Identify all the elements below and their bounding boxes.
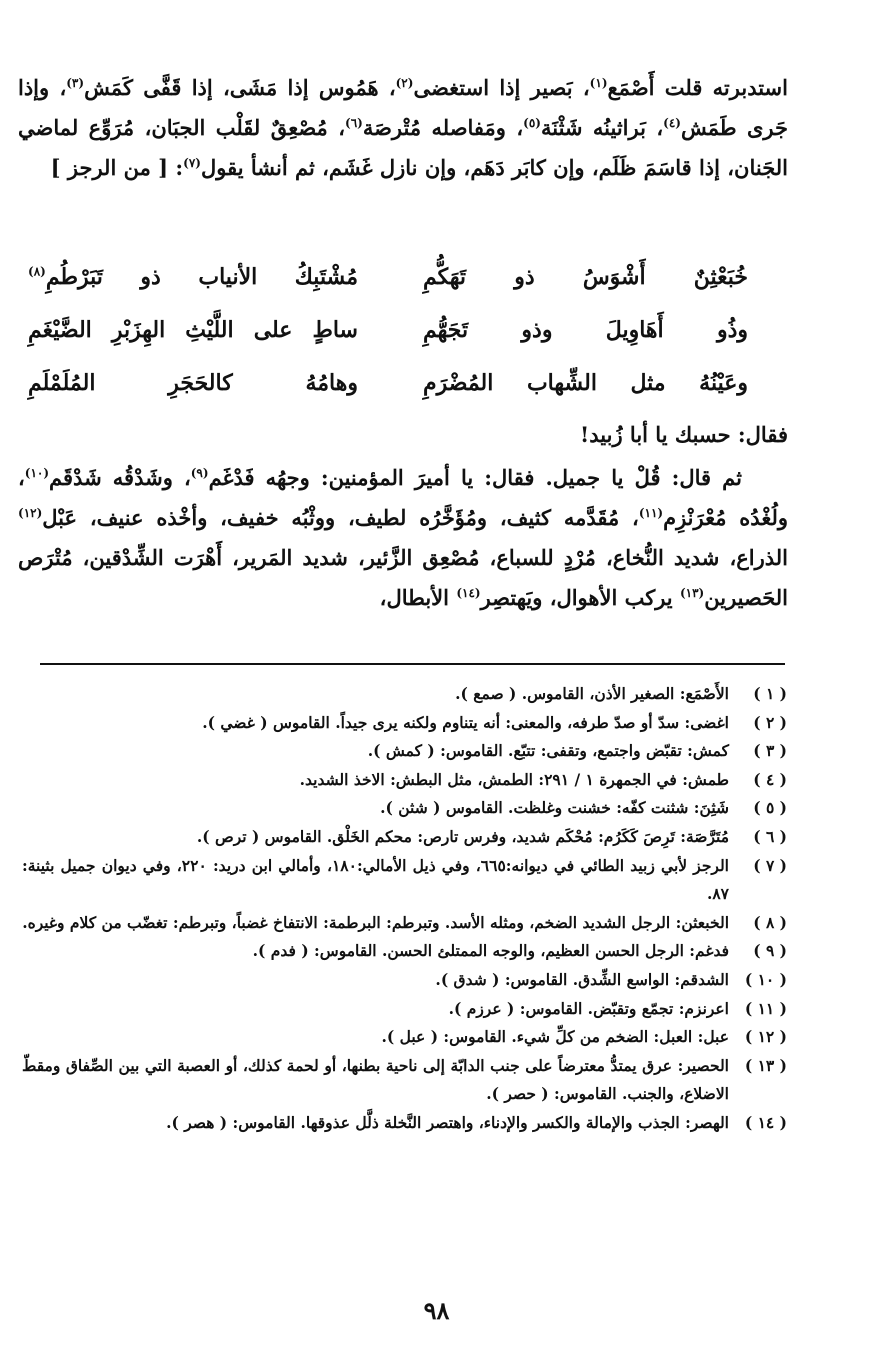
footnote <box>22 709 787 738</box>
footnote-number: ( ٤ ) <box>753 769 787 789</box>
footnote <box>22 766 787 795</box>
footnote-text: الأَصْمَع: الصغير الأذن، القاموس. ( صمع ). <box>455 684 729 703</box>
footnote-ref: (٧) <box>183 156 201 170</box>
footnote-ref: (٦) <box>345 116 363 130</box>
footnote <box>22 680 787 709</box>
footnote-ref: (١٢) <box>18 506 43 520</box>
footnote <box>22 794 787 823</box>
verse-row <box>18 252 788 305</box>
verse-row <box>18 305 788 358</box>
text-run: ثم قال: قُلْ يا جميل. فقال: يا أميرَ المؤمنين: وجهُه فَدْغَم <box>208 465 742 490</box>
footnote <box>22 1109 787 1138</box>
verse-first-hemistich: وعَيْنُهُ مثل الشِّهاب المُضْرَمِ <box>423 370 748 396</box>
footnote-separator <box>40 663 785 665</box>
poem-verses <box>18 252 788 411</box>
closing-line: فقال: حسبك يا أبا زُبيد! <box>580 422 788 447</box>
footnote <box>22 909 787 938</box>
footnote-number: ( ٨ ) <box>753 912 787 932</box>
main-paragraph-2 <box>18 458 788 618</box>
text-run: ، وإذا جَرى طَمَش <box>18 75 788 140</box>
text-run: الأبطال، <box>379 585 457 610</box>
footnote-text: مُتَرَّصَة: تَرِصَ كَكَرُم: مُحْكَم شديد، وفرس تارص: محكم الخَلْق. القاموس ( ترص ). <box>196 826 729 846</box>
footnote-text: الشدقم: الواسع الشِّدق. القاموس: ( شدق ). <box>435 969 729 989</box>
footnotes <box>22 680 787 1138</box>
text-run: ، وشَدْقُه شَدْقَم <box>49 465 191 490</box>
footnote-text: عبل: العبل: الضخم من كلِّ شيء. القاموس: ( عبل ). <box>381 1027 729 1047</box>
footnote-ref: (١٠) <box>24 466 50 480</box>
footnote-text: الهصر: الجذب والإمالة والكسر والإدناء، واهتصر النَّخلة ذلَّل عذوقها. القاموس: ( هصر ). <box>166 1112 729 1132</box>
footnote-number: ( ٩ ) <box>753 941 787 961</box>
main-paragraph-1 <box>18 68 788 188</box>
footnote-text: الحصير: عرق يمتدُّ معترضاً على جنب الدابّة إلى ناحية بطنها، أو لحمة كذلك، أو العصبة التي بين الصِّفاق ومقطّ الاضلاع، والجنب. القاموس: ( حصر ). <box>22 1055 729 1104</box>
footnote-text: الرجز لأبي زبيد الطائي في ديوانه:٦٦٥، وفي ذيل الأمالي:١٨٠، وأمالي ابن دريد: ٢٢٠، وفي ديوان جميل بثينة: ٨٧. <box>22 855 729 904</box>
footnote <box>22 995 787 1024</box>
footnote-ref: (٢) <box>395 76 414 90</box>
text-run: ، بَصير إذا استغضى <box>413 75 590 100</box>
footnote-number: ( ١٢ ) <box>744 1027 787 1047</box>
verse-first-hemistich: وذُو أَهَاوِيلَ وذو تَجَهُّمِ <box>423 317 748 343</box>
footnote <box>22 937 787 966</box>
footnote <box>22 737 787 766</box>
verse-row <box>18 358 788 411</box>
footnote-number: ( ١٣ ) <box>744 1055 787 1075</box>
text-run: يركب الأهوال، ويَهتصِر <box>480 585 680 610</box>
hemistich-text: مُشْتَبِكُ الأنياب ذو تَبَرْطُمِ <box>45 264 358 290</box>
footnote-number: ( ٦ ) <box>753 826 787 846</box>
footnote-ref: (١١) <box>638 506 664 520</box>
footnote-ref: (١٤) <box>456 586 481 600</box>
text-run: ، ولُغْدُه مُعْرَنْزِم <box>18 465 788 530</box>
footnote-number: ( ٥ ) <box>753 798 787 818</box>
footnote <box>22 852 787 909</box>
text-run: ، بَراثينُه شَثْنَة <box>540 115 664 140</box>
footnote-ref: (٩) <box>190 466 209 480</box>
footnote-ref: (١) <box>589 76 608 90</box>
footnote-number: ( ١٠ ) <box>744 969 787 989</box>
footnote <box>22 1052 787 1109</box>
footnote-number: ( ١١ ) <box>744 998 787 1018</box>
verse-second-hemistich: وهامُهُ كالحَجَرِ المُلَمْلَمِ <box>28 370 358 396</box>
footnote-ref: (٣) <box>66 76 85 90</box>
footnote-ref: (٥) <box>523 116 541 130</box>
footnote-text: كمش: تقبّض واجتمع، وتقفى: تتبّع. القاموس: ( كمش ). <box>367 741 729 761</box>
footnote-ref: (١٣) <box>679 586 705 600</box>
footnote-text: الخبعثن: الرجل الشديد الضخم، ومثله الأسد. وتبرطم: البرطمة: الانتفاخ غضباً، وتبرطم: تغضّب من كلام وغيره. <box>22 912 729 932</box>
footnote <box>22 823 787 852</box>
footnote-ref: (٤) <box>663 116 681 130</box>
footnote <box>22 1023 787 1052</box>
footnote <box>22 966 787 995</box>
text-run: الذراع، شديد النُّخاع، مُرْدٍ للسباع، مُصْعِق الزَّئير، شديد المَرير، أَهْرَت الشِّدْقين، مُتْرَص الحَصيرين <box>18 545 788 610</box>
text-run: ، هَمُوس إذا مَشَى، إذا قَفَّى كَمَش <box>84 75 396 100</box>
verse-first-hemistich: خُبَعْثِنٌ أَشْوَسُ ذو تَهَكُّمِ <box>423 264 748 290</box>
footnote-number: ( ٧ ) <box>753 855 787 875</box>
footnote-text: اعرنزم: تجمّع وتقبّض. القاموس: ( عرزم ). <box>448 998 729 1018</box>
verse-second-hemistich: ساطٍ على اللَّيْثِ الهِزَبْرِ الضَّيْغَمِ <box>28 317 358 343</box>
footnote-text: اغضى: سدّ أو صدّ طرفه، والمعنى: أنه يتناوم ولكنه يرى جيداً. القاموس ( غضي ). <box>202 712 729 732</box>
text-run: ، مُقَدَّمه كثيف، ومُؤَخَّرُه لطيف، ووثْبُه خفيف، وأخْذه عنيف، عَبْل <box>42 505 639 530</box>
page-number: ٩٨ <box>423 1296 450 1325</box>
footnote-number: ( ٣ ) <box>753 741 787 761</box>
footnote-number: ( ١٤ ) <box>744 1112 787 1132</box>
text-run: ، ومَفاصله مُتْرصَة <box>362 115 524 140</box>
footnote-text: شَثِنَ: شثنت كفّه: خشنت وغلظت. القاموس ( شثن ). <box>380 798 729 818</box>
text-run: : [ من الرجز ] <box>50 155 184 180</box>
text-run: ، مُصْعِقٌ لقَلْب الجبَان، مُرَوِّع لماضي الجَنان، إذا قاسَمَ ظَلَم، وإن كابَر دَهَم، وإن نازل غَشَم، ثم أنشأ يقول <box>18 115 788 180</box>
footnote-number: ( ٢ ) <box>753 712 787 732</box>
footnote-text: فدغم: الرجل الحسن العظيم، والوجه الممتلئ الحسن. القاموس: ( فدم ). <box>252 941 729 961</box>
footnote-ref: (٨) <box>28 264 46 279</box>
text-run: استدبرته قلت أَصْمَع <box>607 75 788 100</box>
footnote-number: ( ١ ) <box>753 684 787 703</box>
footnote-text: طمش: في الجمهرة ١ / ٢٩١: الطمش، مثل البطش: الاخذ الشديد. <box>299 769 729 789</box>
verse-second-hemistich <box>28 252 358 302</box>
